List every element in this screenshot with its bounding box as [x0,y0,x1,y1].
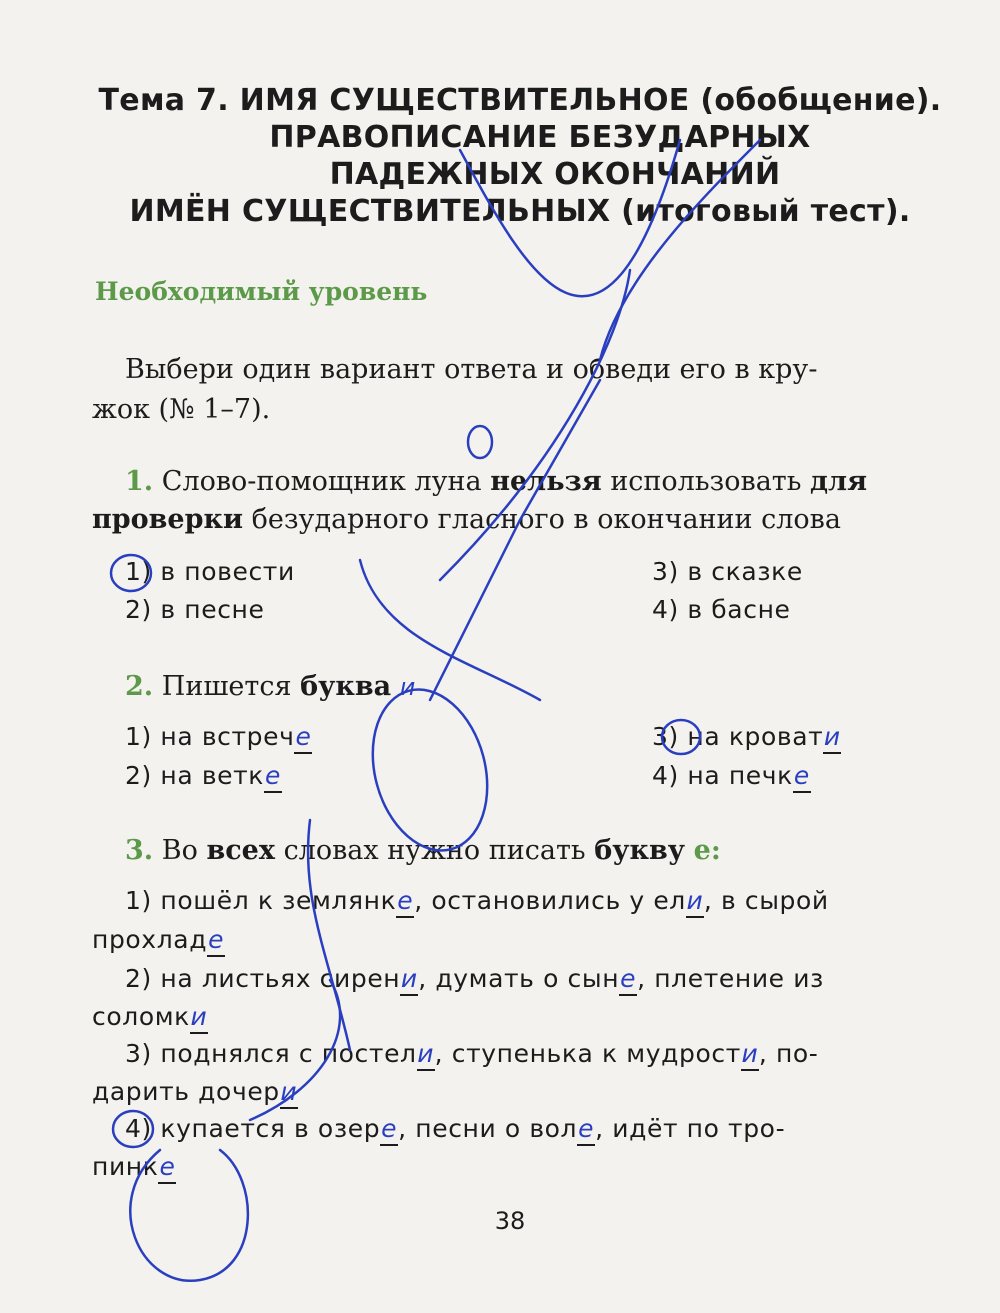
scribble-stroke-4 [430,380,600,700]
instruction-line-2: жок (№ 1–7). [92,394,271,425]
q3-o4-p1: 4) купается в озер [125,1114,381,1143]
level-heading: Необходимый уровень [95,277,428,306]
q2-option-4-text: 4) на печк [652,761,793,790]
q3-o1-f1: е [396,886,414,918]
q3-o2-f2: е [619,964,637,996]
q3-o4-f3: е [158,1152,176,1184]
q1-option-3[interactable]: 3) в сказке [652,557,803,586]
q3-o2-p2: , думать о сын [418,964,620,993]
q3-option-4[interactable] [125,1110,785,1148]
q3-o3-p3: , по- [758,1039,819,1068]
title-line-4: ИМЁН СУЩЕСТВИТЕЛЬНЫХ (итоговый тест). [129,194,911,229]
q3-t5: е: [693,835,721,866]
q2-option-4[interactable] [652,757,811,795]
page-number: 38 [494,1207,526,1235]
q1-text-e: для [810,466,868,497]
question-2-text [125,667,415,707]
q3-o1-f3: е [207,925,225,957]
page-title [90,82,950,230]
q1-option-1[interactable]: 1) в повести [125,557,295,586]
small-scribble-oval [468,426,492,458]
q3-o2-f3: и [190,1002,208,1034]
question-2-number: 2. [125,671,154,702]
q1-text-b: луна [414,466,482,497]
q2-option-4-fill: е [793,761,811,793]
q3-o1-p2: , остановились у ел [414,886,686,915]
q3-o3-f3: и [280,1077,298,1109]
q3-o4-p3: , идёт по тро- [595,1114,786,1143]
q3-o3-p4: дарить дочер [92,1077,280,1106]
q1-text-d: использовать [610,466,802,497]
q2-option-3-text: 3) на кроват [652,722,824,751]
title-line-3: ПАДЕЖНЫХ ОКОНЧАНИЙ [329,157,781,192]
q1-option-2[interactable]: 2) в песне [125,595,265,624]
title-line-2: ПРАВОПИСАНИЕ БЕЗУДАРНЫХ [269,120,811,155]
q1-text-g: безударного гласного в окончании слова [251,504,841,535]
q2-option-3[interactable] [652,718,841,756]
question-3-number: 3. [125,835,154,866]
q3-o2-p1: 2) на листьях сирен [125,964,401,993]
q3-o3-f1: и [417,1039,435,1071]
q3-option-4-cont [92,1148,176,1186]
title-line-1: Тема 7. ИМЯ СУЩЕСТВИТЕЛЬНОЕ (обобщение). [98,83,942,118]
q1-text-f: проверки [92,504,243,535]
q3-o1-p1: 1) пошёл к землянк [125,886,397,915]
q3-o1-p4: прохлад [92,925,208,954]
q1-text-c: нельзя [490,466,602,497]
question-1-line-2 [92,500,841,540]
q3-o4-p4: пинк [92,1152,159,1181]
q3-option-1[interactable] [125,882,829,920]
question-3-text [125,831,721,871]
q3-option-2-cont [92,998,208,1036]
q3-t4: букву [594,835,686,866]
q2-option-2-text: 2) на ветк [125,761,264,790]
q3-t1: Во [161,835,198,866]
q3-o3-p1: 3) поднялся с постел [125,1039,417,1068]
q2-option-1-text: 1) на встреч [125,722,295,751]
q3-t3: словах нужно писать [283,835,586,866]
q3-o3-p2: , ступенька к мудрост [434,1039,741,1068]
q3-o4-f2: е [577,1114,595,1146]
question-1-line-1 [125,462,867,502]
q1-text-a: Слово-помощник [161,466,406,497]
q2-option-1[interactable] [125,718,312,756]
q2-text: Пишется [161,671,292,702]
q3-option-3-cont [92,1073,298,1111]
q3-o4-p2: , песни о вол [398,1114,578,1143]
q3-option-1-cont [92,921,225,959]
q3-o3-f2: и [741,1039,759,1071]
q3-t2: всех [206,835,275,866]
q2-option-1-fill: е [294,722,312,754]
q3-o1-p3: , в сырой [703,886,829,915]
q3-o1-f2: и [686,886,704,918]
instruction-line-1: Выбери один вариант ответа и обведи его в кру- [125,354,818,385]
q1-option-4[interactable]: 4) в басне [652,595,791,624]
q2-option-2[interactable] [125,757,282,795]
q3-o2-p4: соломк [92,1002,190,1031]
q3-o4-f1: е [380,1114,398,1146]
question-1-number: 1. [125,466,154,497]
q2-letter: и [399,673,416,701]
q3-option-2[interactable] [125,960,824,998]
q2-option-2-fill: е [264,761,282,793]
q2-option-3-fill: и [823,722,841,754]
q3-o2-p3: , плетение из [637,964,824,993]
q2-bold: буква [300,671,392,702]
q3-option-3[interactable] [125,1035,818,1073]
q3-o2-f1: и [400,964,418,996]
